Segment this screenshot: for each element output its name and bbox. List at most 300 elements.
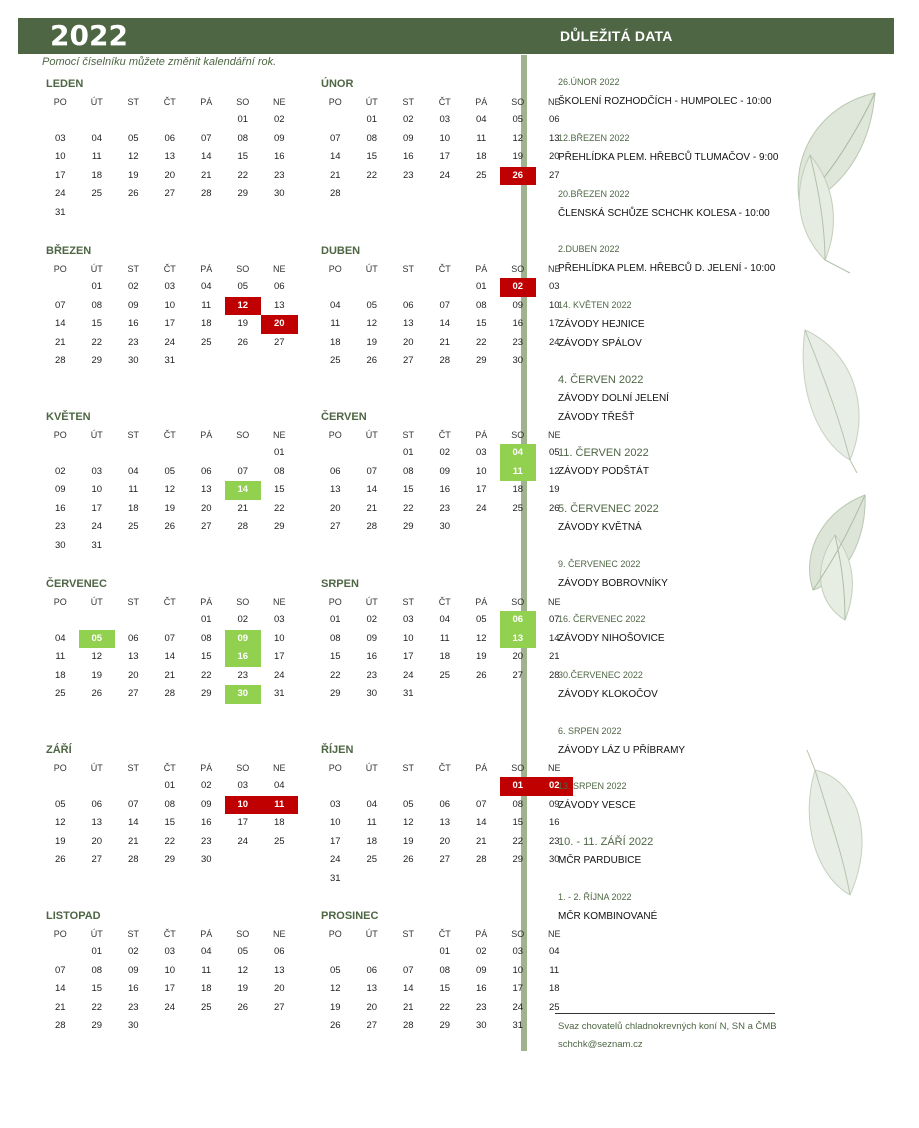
day-cell[interactable]: 31	[273, 688, 285, 700]
day-cell[interactable]: 09	[475, 964, 487, 976]
day-cell[interactable]: 18	[329, 336, 341, 348]
day-cell[interactable]: 18	[475, 151, 487, 163]
day-cell[interactable]: 03	[237, 780, 249, 791]
day-cell[interactable]: 26	[402, 854, 414, 866]
day-cell[interactable]: 04	[91, 132, 103, 144]
day-cell[interactable]: 23	[402, 169, 414, 181]
day-cell[interactable]: 30	[127, 1020, 139, 1032]
day-cell[interactable]: 30	[475, 1020, 487, 1032]
day-cell[interactable]: 20	[200, 502, 212, 514]
day-cell[interactable]: 09	[200, 798, 212, 810]
day-cell[interactable]: 03	[164, 281, 176, 292]
day-cell[interactable]: 09	[366, 632, 378, 644]
day-cell[interactable]: 20	[439, 835, 451, 847]
day-cell[interactable]: 19	[475, 651, 487, 663]
day-cell[interactable]: 16	[439, 484, 451, 496]
day-cell[interactable]: 27	[164, 188, 176, 200]
day-cell[interactable]: 14	[402, 983, 414, 995]
day-cell[interactable]: 26	[500, 167, 537, 186]
day-cell[interactable]: 17	[54, 169, 66, 181]
day-cell[interactable]: 29	[439, 1020, 451, 1032]
day-cell[interactable]: 08	[512, 798, 524, 810]
day-cell[interactable]: 12	[164, 484, 176, 496]
day-cell[interactable]: 04	[200, 946, 212, 957]
day-cell[interactable]: 12	[127, 151, 139, 163]
day-cell[interactable]: 23	[54, 521, 66, 533]
day-cell[interactable]: 07	[366, 465, 378, 477]
day-cell[interactable]: 11	[91, 151, 102, 163]
day-cell[interactable]: 07	[475, 798, 487, 810]
day-cell[interactable]: 10	[439, 132, 451, 144]
day-cell[interactable]: 17	[237, 817, 249, 829]
day-cell[interactable]: 02	[366, 614, 378, 625]
day-cell[interactable]: 20	[329, 502, 341, 514]
day-cell[interactable]: 13	[164, 151, 176, 163]
footer-email[interactable]: schchk@seznam.cz	[558, 1039, 643, 1050]
day-cell[interactable]: 16	[127, 318, 139, 330]
day-cell[interactable]: 23	[237, 669, 249, 681]
day-cell[interactable]: 13	[273, 964, 285, 976]
day-cell[interactable]: 01	[164, 780, 176, 791]
day-cell[interactable]: 20	[512, 651, 524, 663]
day-cell[interactable]: 28	[475, 854, 487, 866]
day-cell[interactable]: 05	[164, 465, 176, 477]
day-cell[interactable]: 10	[164, 964, 176, 976]
day-cell[interactable]: 27	[329, 521, 341, 533]
day-cell[interactable]: 04	[366, 798, 378, 810]
day-cell[interactable]: 05	[548, 447, 560, 458]
day-cell[interactable]: 21	[366, 502, 378, 514]
day-cell[interactable]: 10	[91, 484, 103, 496]
day-cell[interactable]: 09	[54, 484, 66, 496]
day-cell[interactable]: 20	[164, 169, 176, 181]
day-cell[interactable]: 25	[366, 854, 378, 866]
day-cell[interactable]: 01	[237, 114, 249, 125]
day-cell[interactable]: 12	[237, 964, 249, 976]
day-cell[interactable]: 03	[439, 114, 451, 125]
day-cell[interactable]: 12	[54, 817, 66, 829]
day-cell[interactable]: 20	[548, 151, 560, 163]
day-cell[interactable]: 29	[91, 355, 103, 367]
day-cell[interactable]: 04	[200, 281, 212, 292]
day-cell[interactable]: 01	[91, 946, 103, 957]
day-cell[interactable]: 22	[91, 336, 103, 348]
day-cell[interactable]: 16	[273, 151, 285, 163]
day-cell[interactable]: 09	[127, 299, 139, 311]
day-cell[interactable]: 27	[273, 336, 285, 348]
day-cell[interactable]: 03	[548, 281, 560, 292]
day-cell[interactable]: 18	[200, 983, 212, 995]
day-cell[interactable]: 31	[329, 872, 341, 884]
day-cell[interactable]: 20	[273, 983, 285, 995]
day-cell[interactable]: 27	[91, 854, 103, 866]
day-cell[interactable]: 29	[329, 688, 341, 700]
day-cell[interactable]: 26	[237, 1001, 249, 1013]
day-cell[interactable]: 12	[225, 297, 262, 316]
day-cell[interactable]: 26	[237, 336, 249, 348]
day-cell[interactable]: 12	[475, 632, 487, 644]
day-cell[interactable]: 02	[273, 114, 285, 125]
day-cell[interactable]: 14	[200, 151, 212, 163]
day-cell[interactable]: 15	[273, 484, 285, 496]
day-cell[interactable]: 06	[273, 281, 285, 292]
day-cell[interactable]: 18	[273, 817, 285, 829]
day-cell[interactable]: 14	[127, 817, 139, 829]
day-cell[interactable]: 21	[329, 169, 341, 181]
day-cell[interactable]: 22	[402, 502, 414, 514]
day-cell[interactable]: 29	[237, 188, 249, 200]
day-cell[interactable]: 07	[54, 964, 66, 976]
day-cell[interactable]: 06	[200, 465, 212, 477]
day-cell[interactable]: 15	[329, 651, 341, 663]
day-cell[interactable]: 06	[366, 964, 378, 976]
day-cell[interactable]: 10	[329, 817, 341, 829]
day-cell[interactable]: 13	[200, 484, 212, 496]
day-cell[interactable]: 28	[439, 355, 451, 367]
day-cell[interactable]: 06	[273, 946, 285, 957]
day-cell[interactable]: 17	[91, 502, 103, 514]
day-cell[interactable]: 16	[548, 817, 560, 829]
day-cell[interactable]: 13	[548, 132, 560, 144]
day-cell[interactable]: 28	[200, 188, 212, 200]
day-cell[interactable]: 09	[439, 465, 451, 477]
day-cell[interactable]: 27	[273, 1001, 285, 1013]
day-cell[interactable]: 01	[366, 114, 378, 125]
day-cell[interactable]: 09	[402, 132, 414, 144]
day-cell[interactable]: 20	[127, 669, 139, 681]
day-cell[interactable]: 23	[200, 835, 212, 847]
day-cell[interactable]: 17	[512, 983, 524, 995]
day-cell[interactable]: 27	[548, 169, 560, 181]
day-cell[interactable]: 01	[273, 447, 285, 458]
day-cell[interactable]: 29	[164, 854, 176, 866]
day-cell[interactable]: 22	[475, 336, 487, 348]
year-selector[interactable]: 2022	[50, 19, 128, 52]
day-cell[interactable]: 25	[54, 688, 66, 700]
day-cell[interactable]: 01	[500, 777, 537, 796]
day-cell[interactable]: 31	[91, 539, 103, 551]
day-cell[interactable]: 14	[548, 632, 560, 644]
day-cell[interactable]: 27	[439, 854, 451, 866]
day-cell[interactable]: 15	[402, 484, 414, 496]
day-cell[interactable]: 02	[54, 465, 66, 477]
day-cell[interactable]: 23	[548, 835, 560, 847]
day-cell[interactable]: 26	[91, 688, 103, 700]
day-cell[interactable]: 30	[273, 188, 285, 200]
day-cell[interactable]: 31	[54, 206, 66, 218]
day-cell[interactable]: 24	[237, 835, 249, 847]
day-cell[interactable]: 15	[164, 817, 176, 829]
day-cell[interactable]: 17	[402, 651, 414, 663]
day-cell[interactable]: 19	[329, 1001, 341, 1013]
day-cell[interactable]: 16	[475, 983, 487, 995]
day-cell[interactable]: 04	[329, 299, 341, 311]
day-cell[interactable]: 15	[512, 817, 524, 829]
day-cell[interactable]: 07	[329, 132, 341, 144]
day-cell[interactable]: 18	[548, 983, 560, 995]
day-cell[interactable]: 28	[366, 521, 378, 533]
day-cell[interactable]: 22	[512, 835, 524, 847]
day-cell[interactable]: 25	[127, 521, 139, 533]
day-cell[interactable]: 24	[329, 854, 341, 866]
day-cell[interactable]: 19	[512, 151, 524, 163]
day-cell[interactable]: 06	[164, 132, 176, 144]
day-cell[interactable]: 19	[548, 484, 560, 496]
day-cell[interactable]: 10	[475, 465, 487, 477]
day-cell[interactable]: 16	[200, 817, 212, 829]
day-cell[interactable]: 26	[127, 188, 139, 200]
day-cell[interactable]: 02	[127, 281, 139, 292]
day-cell[interactable]: 03	[512, 946, 524, 957]
day-cell[interactable]: 31	[164, 355, 176, 367]
day-cell[interactable]: 02	[402, 114, 414, 125]
day-cell[interactable]: 08	[91, 299, 103, 311]
day-cell[interactable]: 20	[366, 1001, 378, 1013]
day-cell[interactable]: 26	[329, 1020, 341, 1032]
day-cell[interactable]: 27	[366, 1020, 378, 1032]
day-cell[interactable]: 09	[273, 132, 285, 144]
day-cell[interactable]: 13	[500, 630, 537, 649]
day-cell[interactable]: 07	[200, 132, 212, 144]
day-cell[interactable]: 03	[475, 447, 487, 458]
day-cell[interactable]: 11	[55, 651, 66, 663]
day-cell[interactable]: 21	[127, 835, 139, 847]
day-cell[interactable]: 22	[237, 169, 249, 181]
day-cell[interactable]: 01	[439, 946, 451, 957]
day-cell[interactable]: 01	[475, 281, 487, 292]
day-cell[interactable]: 04	[475, 114, 487, 125]
day-cell[interactable]: 05	[79, 630, 116, 649]
day-cell[interactable]: 25	[512, 502, 524, 514]
day-cell[interactable]: 30	[54, 539, 66, 551]
day-cell[interactable]: 24	[475, 502, 487, 514]
day-cell[interactable]: 05	[127, 132, 139, 144]
day-cell[interactable]: 23	[273, 169, 285, 181]
day-cell[interactable]: 13	[127, 651, 139, 663]
day-cell[interactable]: 20	[261, 315, 298, 334]
day-cell[interactable]: 28	[164, 688, 176, 700]
day-cell[interactable]: 04	[54, 632, 66, 644]
day-cell[interactable]: 18	[54, 669, 66, 681]
day-cell[interactable]: 12	[329, 983, 341, 995]
day-cell[interactable]: 25	[200, 1001, 212, 1013]
day-cell[interactable]: 24	[91, 521, 103, 533]
day-cell[interactable]: 26	[54, 854, 66, 866]
day-cell[interactable]: 22	[366, 169, 378, 181]
day-cell[interactable]: 21	[237, 502, 249, 514]
day-cell[interactable]: 22	[273, 502, 285, 514]
day-cell[interactable]: 24	[54, 188, 66, 200]
day-cell[interactable]: 21	[548, 651, 560, 663]
day-cell[interactable]: 25	[329, 355, 341, 367]
day-cell[interactable]: 02	[439, 447, 451, 458]
day-cell[interactable]: 14	[164, 651, 176, 663]
day-cell[interactable]: 21	[54, 336, 66, 348]
day-cell[interactable]: 06	[402, 299, 414, 311]
day-cell[interactable]: 12	[548, 465, 560, 477]
day-cell[interactable]: 17	[329, 835, 341, 847]
day-cell[interactable]: 14	[225, 481, 262, 500]
day-cell[interactable]: 17	[439, 151, 451, 163]
day-cell[interactable]: 23	[366, 669, 378, 681]
day-cell[interactable]: 01	[329, 614, 341, 625]
day-cell[interactable]: 14	[475, 817, 487, 829]
day-cell[interactable]: 18	[366, 835, 378, 847]
day-cell[interactable]: 26	[366, 355, 378, 367]
day-cell[interactable]: 21	[200, 169, 212, 181]
day-cell[interactable]: 15	[439, 983, 451, 995]
day-cell[interactable]: 23	[512, 336, 524, 348]
day-cell[interactable]: 11	[500, 463, 537, 482]
day-cell[interactable]: 28	[237, 521, 249, 533]
day-cell[interactable]: 20	[402, 336, 414, 348]
day-cell[interactable]: 08	[91, 964, 103, 976]
day-cell[interactable]: 16	[225, 648, 262, 667]
day-cell[interactable]: 10	[225, 796, 262, 815]
day-cell[interactable]: 08	[237, 132, 249, 144]
day-cell[interactable]: 01	[402, 447, 414, 458]
day-cell[interactable]: 04	[500, 444, 537, 463]
day-cell[interactable]: 05	[475, 614, 487, 625]
day-cell[interactable]: 02	[127, 946, 139, 957]
day-cell[interactable]: 25	[475, 169, 487, 181]
day-cell[interactable]: 08	[164, 798, 176, 810]
day-cell[interactable]: 30	[512, 355, 524, 367]
day-cell[interactable]: 13	[402, 318, 414, 330]
day-cell[interactable]: 28	[548, 669, 560, 681]
day-cell[interactable]: 24	[273, 669, 285, 681]
day-cell[interactable]: 15	[237, 151, 249, 163]
day-cell[interactable]: 30	[200, 854, 212, 866]
day-cell[interactable]: 06	[91, 798, 103, 810]
day-cell[interactable]: 14	[329, 151, 341, 163]
day-cell[interactable]: 21	[164, 669, 176, 681]
day-cell[interactable]: 03	[54, 132, 66, 144]
day-cell[interactable]: 12	[366, 318, 378, 330]
day-cell[interactable]: 19	[366, 336, 378, 348]
day-cell[interactable]: 09	[225, 630, 262, 649]
day-cell[interactable]: 09	[512, 299, 524, 311]
day-cell[interactable]: 15	[91, 983, 103, 995]
day-cell[interactable]: 12	[402, 817, 414, 829]
day-cell[interactable]: 27	[200, 521, 212, 533]
day-cell[interactable]: 19	[237, 983, 249, 995]
day-cell[interactable]: 01	[200, 614, 212, 625]
day-cell[interactable]: 27	[512, 669, 524, 681]
day-cell[interactable]: 24	[548, 336, 560, 348]
day-cell[interactable]: 25	[439, 669, 451, 681]
day-cell[interactable]: 22	[164, 835, 176, 847]
day-cell[interactable]: 27	[402, 355, 414, 367]
day-cell[interactable]: 17	[273, 651, 285, 663]
day-cell[interactable]: 19	[91, 669, 103, 681]
day-cell[interactable]: 11	[439, 632, 450, 644]
day-cell[interactable]: 07	[237, 465, 249, 477]
day-cell[interactable]: 21	[475, 835, 487, 847]
day-cell[interactable]: 08	[439, 964, 451, 976]
day-cell[interactable]: 11	[201, 299, 212, 311]
day-cell[interactable]: 08	[402, 465, 414, 477]
day-cell[interactable]: 30	[439, 521, 451, 533]
day-cell[interactable]: 02	[500, 278, 537, 297]
day-cell[interactable]: 18	[512, 484, 524, 496]
day-cell[interactable]: 07	[54, 299, 66, 311]
day-cell[interactable]: 23	[439, 502, 451, 514]
day-cell[interactable]: 20	[91, 835, 103, 847]
day-cell[interactable]: 08	[366, 132, 378, 144]
day-cell[interactable]: 11	[366, 817, 377, 829]
day-cell[interactable]: 06	[500, 611, 537, 630]
day-cell[interactable]: 31	[512, 1020, 524, 1032]
day-cell[interactable]: 08	[475, 299, 487, 311]
day-cell[interactable]: 09	[548, 798, 560, 810]
day-cell[interactable]: 29	[273, 521, 285, 533]
day-cell[interactable]: 11	[128, 484, 139, 496]
day-cell[interactable]: 13	[273, 299, 285, 311]
day-cell[interactable]: 29	[402, 521, 414, 533]
day-cell[interactable]: 21	[54, 1001, 66, 1013]
day-cell[interactable]: 07	[439, 299, 451, 311]
day-cell[interactable]: 18	[439, 651, 451, 663]
day-cell[interactable]: 08	[329, 632, 341, 644]
day-cell[interactable]: 03	[329, 798, 341, 810]
day-cell[interactable]: 05	[237, 281, 249, 292]
day-cell[interactable]: 11	[549, 964, 560, 976]
day-cell[interactable]: 24	[164, 336, 176, 348]
day-cell[interactable]: 03	[402, 614, 414, 625]
day-cell[interactable]: 02	[237, 614, 249, 625]
day-cell[interactable]: 04	[127, 465, 139, 477]
day-cell[interactable]: 12	[512, 132, 524, 144]
day-cell[interactable]: 15	[91, 318, 103, 330]
day-cell[interactable]: 13	[91, 817, 103, 829]
day-cell[interactable]: 15	[200, 651, 212, 663]
day-cell[interactable]: 11	[261, 796, 298, 815]
day-cell[interactable]: 19	[237, 318, 249, 330]
day-cell[interactable]: 05	[54, 798, 66, 810]
day-cell[interactable]: 06	[548, 114, 560, 125]
day-cell[interactable]: 08	[200, 632, 212, 644]
day-cell[interactable]: 08	[273, 465, 285, 477]
day-cell[interactable]: 23	[475, 1001, 487, 1013]
day-cell[interactable]: 25	[273, 835, 285, 847]
day-cell[interactable]: 14	[54, 318, 66, 330]
day-cell[interactable]: 03	[91, 465, 103, 477]
day-cell[interactable]: 30	[127, 355, 139, 367]
day-cell[interactable]: 19	[54, 835, 66, 847]
day-cell[interactable]: 11	[476, 132, 487, 144]
day-cell[interactable]: 04	[439, 614, 451, 625]
day-cell[interactable]: 10	[402, 632, 414, 644]
day-cell[interactable]: 06	[127, 632, 139, 644]
day-cell[interactable]: 04	[548, 946, 560, 957]
day-cell[interactable]: 02	[475, 946, 487, 957]
day-cell[interactable]: 04	[273, 780, 285, 791]
day-cell[interactable]: 11	[330, 318, 341, 330]
day-cell[interactable]: 18	[200, 318, 212, 330]
day-cell[interactable]: 12	[91, 651, 103, 663]
day-cell[interactable]: 11	[201, 964, 212, 976]
day-cell[interactable]: 10	[512, 964, 524, 976]
day-cell[interactable]: 14	[366, 484, 378, 496]
day-cell[interactable]: 24	[512, 1001, 524, 1013]
day-cell[interactable]: 22	[329, 669, 341, 681]
day-cell[interactable]: 18	[127, 502, 139, 514]
day-cell[interactable]: 02	[536, 777, 573, 796]
day-cell[interactable]: 29	[91, 1020, 103, 1032]
day-cell[interactable]: 24	[164, 1001, 176, 1013]
day-cell[interactable]: 16	[127, 983, 139, 995]
